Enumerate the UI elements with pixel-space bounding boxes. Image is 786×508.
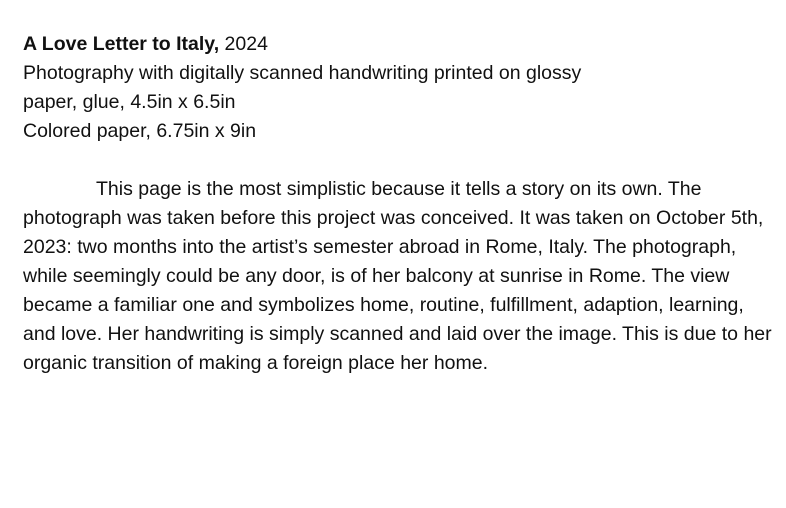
medium-line-2: paper, glue, 4.5in x 6.5in bbox=[23, 91, 236, 113]
document-page bbox=[23, 30, 773, 378]
title-line bbox=[23, 30, 773, 59]
artwork-caption bbox=[23, 30, 773, 146]
medium-line-3: Colored paper, 6.75in x 9in bbox=[23, 120, 257, 142]
artwork-year: 2024 bbox=[219, 33, 268, 55]
medium-line-1: Photography with digitally scanned handwriting printed on glossy bbox=[23, 62, 582, 84]
body-paragraph: This page is the most simplistic because it tells a story on its own. The photograph was taken before this project was conceived. It was taken on October 5th, 2023: two months into the artist’s semester abroad in Rome, Italy. The photograph, while seemingly could be any door, is of her balcony at sunrise in Rome. The view became a familiar one and symbolizes home, routine, fulfillment, adaption, learning, and love. Her handwriting is simply scanned and laid over the image. This is due to her organic transition of making a foreign place her home. bbox=[23, 178, 772, 374]
artwork-title: A Love Letter to Italy, bbox=[23, 33, 220, 55]
